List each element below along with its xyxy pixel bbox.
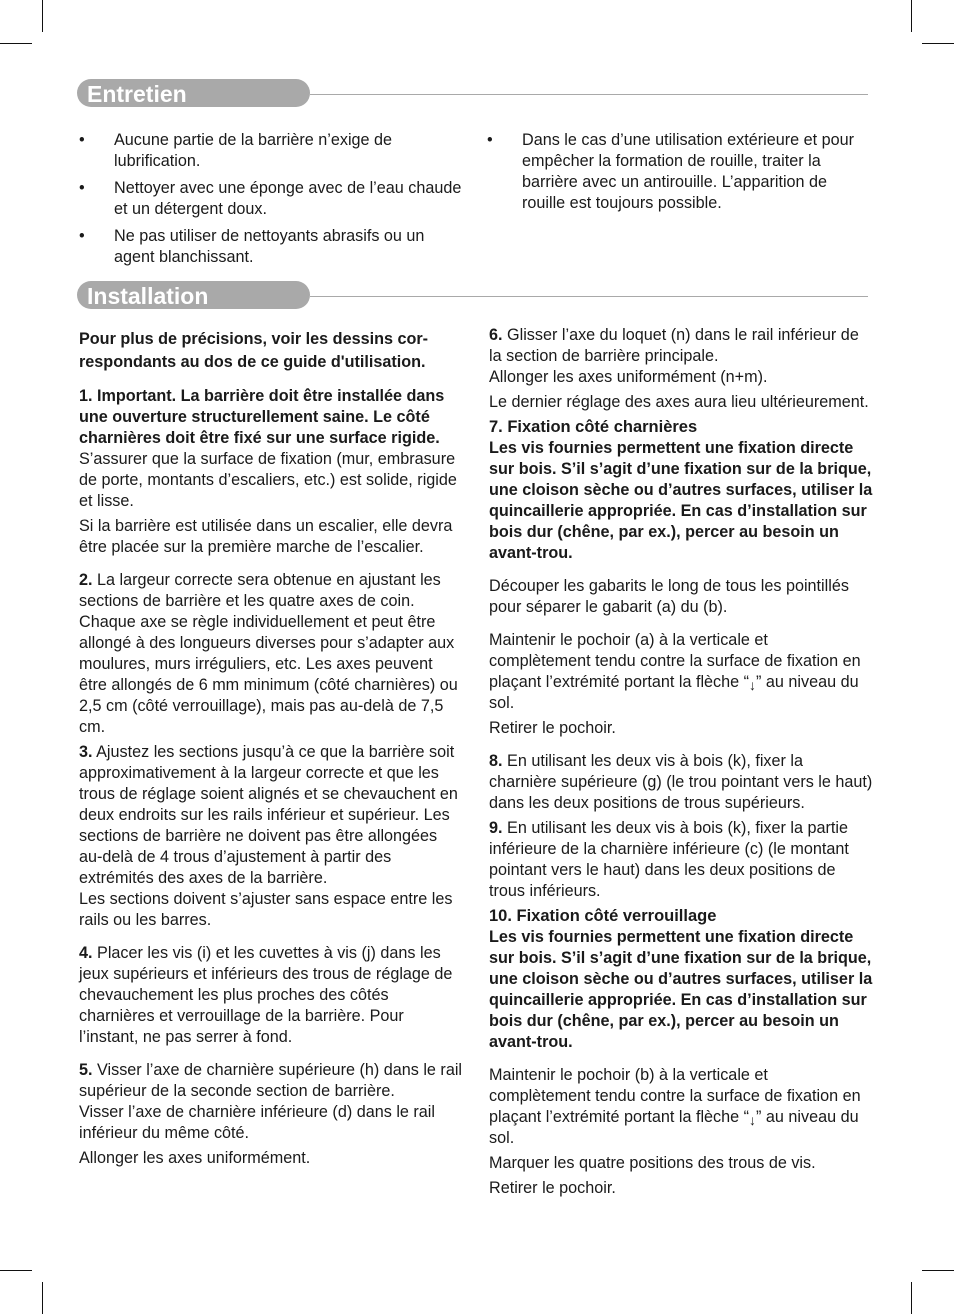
arrow-down-icon: ↓ xyxy=(749,677,757,693)
crop-mark xyxy=(922,1270,954,1271)
crop-mark xyxy=(911,0,912,32)
crop-mark xyxy=(0,1270,32,1271)
step-6-text: Le dernier réglage des axes aura lieu ultérieurement. xyxy=(489,393,869,411)
installation-column-left xyxy=(79,328,464,1173)
crop-mark xyxy=(42,1282,43,1314)
crop-mark xyxy=(42,0,43,32)
step-4: 4. Placer les vis (i) et les cuvettes à vis (j) dans les jeux supérieurs et inférieurs des trous de réglage de chevauchement les plus proches des côtés charnières et verrouillage de la barrière. Pour l’instant, ne pas serrer à fond. xyxy=(79,944,453,1046)
section-rule xyxy=(310,296,868,297)
step-10-text: Marquer les quatre positions des trous de vis. xyxy=(489,1154,816,1172)
list-item: • Ne pas utiliser de nettoyants abrasifs ou un agent blanchissant. xyxy=(79,227,425,266)
step-8: 8. En utilisant les deux vis à bois (k), fixer la charnière supérieure (g) (le trou pointant vers le haut) dans les deux positions de trous supérieurs. xyxy=(489,752,873,812)
crop-mark xyxy=(922,43,954,44)
step-10-text: Maintenir le pochoir (b) à la verticale et complètement tendu contre la surface de fixation en plaçant l’extrémité portant la flèche “↓” au niveau du sol. xyxy=(489,1066,861,1147)
list-item: • Aucune partie de la barrière n’exige de lubrification. xyxy=(79,131,393,170)
section-title: Installation xyxy=(77,281,310,309)
step-7-heading: 7. Fixation côté charnières xyxy=(489,418,698,436)
step-10-text: Retirer le pochoir. xyxy=(489,1179,616,1197)
step-1-text: S’assurer que la surface de fixation (mur, embrasure de porte, montants d’escaliers, etc.) est solide, rigide et lisse. xyxy=(79,450,457,510)
step-5: 5. Visser l’axe de charnière supérieure (h) dans le rail supérieur de la seconde section de barrière. xyxy=(79,1061,463,1100)
step-5-text: Allonger les axes uniformément. xyxy=(79,1149,311,1167)
arrow-down-icon: ↓ xyxy=(749,1112,757,1128)
step-7-text: Retirer le pochoir. xyxy=(489,719,616,737)
step-7-text: Découper les gabarits le long de tous les pointillés pour séparer le gabarit (a) du (b). xyxy=(489,577,849,616)
step-2: 2. La largeur correcte sera obtenue en ajustant les sections de barrière et les quatre axes de coin. Chaque axe se règle individuellement et peut être allongé à des longueurs diverses pour s’adapter aux moulures, murs irréguliers, etc. Les axes peuvent être allongés de 6 mm minimum (côté charnières) ou 2,5 cm (côté verrouillage), mais pas au-delà de 7,5 cm. xyxy=(79,571,458,736)
installation-column-right xyxy=(489,325,873,1203)
step-6-text: Allonger les axes uniformément (n+m). xyxy=(489,368,768,386)
step-7-warning: Les vis fournies permettent une fixation directe sur bois. S’il s’agit d’une fixation sur de la brique, une cloison sèche ou d’autres surfaces, utiliser la quincaillerie appropriée. En cas d’installation sur bois dur (chêne, par ex.), percer au besoin un avant-trou. xyxy=(489,439,873,562)
section-header-installation xyxy=(77,281,868,311)
step-7-text: Maintenir le pochoir (a) à la verticale et complètement tendu contre la surface de fixation en plaçant l’extrémité portant la flèche “↓” au niveau du sol. xyxy=(489,631,861,712)
section-header-entretien xyxy=(77,79,868,109)
step-6: 6. Glisser l’axe du loquet (n) dans le rail inférieur de la section de barrière principale. xyxy=(489,326,859,365)
list-item: • Nettoyer avec une éponge avec de l’eau chaude et un détergent doux. xyxy=(79,179,462,218)
step-10-warning: Les vis fournies permettent une fixation directe sur bois. S’il s’agit d’une fixation sur de la brique, une cloison sèche ou d’autres surfaces, utiliser la quincaillerie appropriée. En cas d’installation sur bois dur (chêne, par ex.), percer au besoin un avant-trou. xyxy=(489,928,873,1051)
entretien-list-right xyxy=(487,130,872,220)
list-item: • Dans le cas d’une utilisation extérieure et pour empêcher la formation de rouille, traiter la barrière avec un antirouille. L’apparition de rouille est toujours possible. xyxy=(487,131,855,212)
step-10-heading: 10. Fixation côté verrouillage xyxy=(489,907,717,925)
crop-mark xyxy=(0,43,32,44)
step-1-important: 1. Important. La barrière doit être installée dans une ouverture structurellement saine. Le côté charnières doit être fixé sur une surface rigide. xyxy=(79,387,445,447)
step-3: 3. Ajustez les sections jusqu’à ce que la barrière soit approximativement à la largeur correcte et que les trous de réglage soient alignés et se chevauchent en deux endroits sur les rails inférieur et supérieur. Les sections de barrière ne doivent pas être allongées au-delà de 4 trous d’ajustement à partir des extrémités des axes de la barrière. xyxy=(79,743,458,887)
entretien-list-left xyxy=(79,130,464,274)
step-5-text: Visser l’axe de charnière inférieure (d) dans le rail inférieur du même côté. xyxy=(79,1103,435,1142)
step-1-text: Si la barrière est utilisée dans un escalier, elle devra être placée sur la première marche de l’escalier. xyxy=(79,517,453,556)
step-9: 9. En utilisant les deux vis à bois (k), fixer la partie inférieure de la charnière inférieure (c) (le montant pointant vers le haut) dans les deux positions de trous inférieurs. xyxy=(489,819,849,900)
step-3-text: Les sections doivent s’ajuster sans espace entre les rails ou les barres. xyxy=(79,890,453,929)
section-rule xyxy=(310,94,868,95)
crop-mark xyxy=(911,1282,912,1314)
section-title: Entretien xyxy=(77,79,310,107)
intro-text: Pour plus de précisions, voir les dessins cor-respondants au dos de ce guide d'utilisation. xyxy=(79,330,429,371)
